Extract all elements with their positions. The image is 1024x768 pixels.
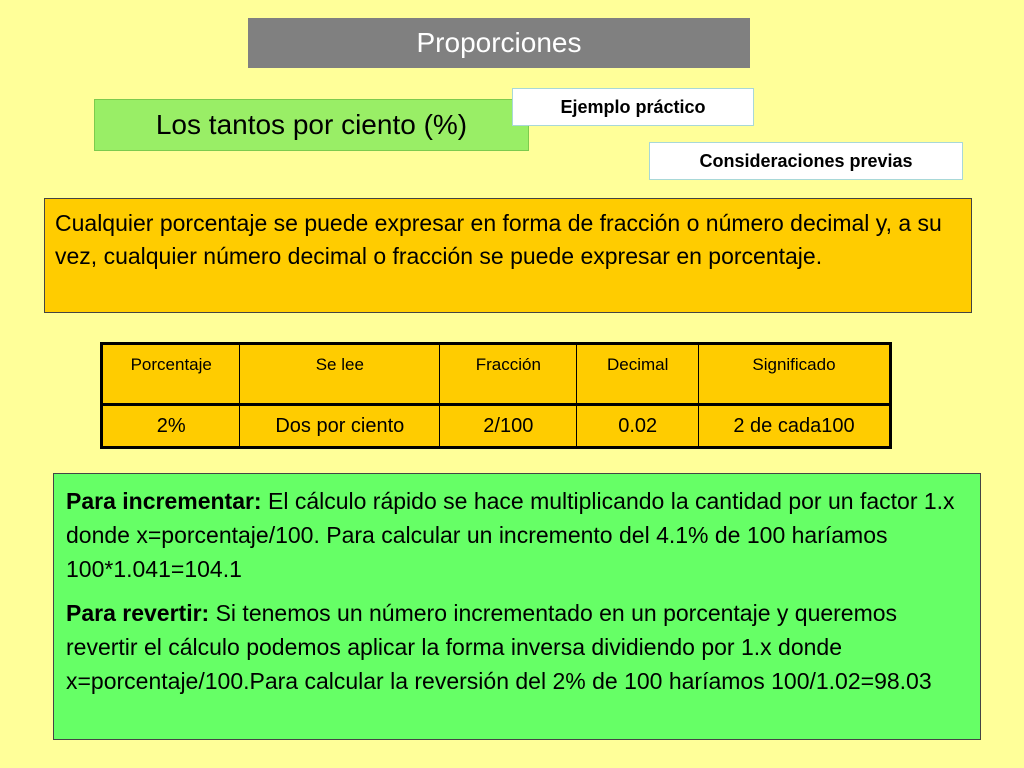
table-cell: 2/100 [440, 405, 577, 448]
table-cell: Dos por ciento [240, 405, 440, 448]
revert-paragraph [66, 596, 968, 698]
table-header-cell: Se lee [240, 344, 440, 405]
revert-text: Si tenemos un número incrementado en un porcentaje y queremos revertir el cálculo podemos aplicar la forma inversa dividiendo por 1.x donde x=porcentaje/100.Para calcular la reversión del 2% de 100 haríamos 100/1.02=98.03 [66, 600, 932, 694]
table-header-cell: Fracción [440, 344, 577, 405]
table-cell: 2 de cada100 [698, 405, 890, 448]
table-header-cell: Decimal [577, 344, 698, 405]
increment-label: Para incrementar: [66, 488, 262, 514]
table-row [102, 405, 891, 448]
slide-title: Proporciones [248, 18, 750, 68]
table-header-row [102, 344, 891, 405]
table-cell: 2% [102, 405, 240, 448]
info-box [44, 198, 972, 313]
revert-label: Para revertir: [66, 600, 210, 626]
slide-subtitle: Los tantos por ciento (%) [94, 99, 529, 151]
info-text: Cualquier porcentaje se puede expresar en forma de fracción o número decimal y, a su vez, cualquier número decimal o fracción se puede expresar en porcentaje. [55, 210, 942, 269]
ejemplo-practico-button[interactable]: Ejemplo práctico [512, 88, 754, 126]
percentage-table [100, 342, 892, 449]
notes-box [53, 473, 981, 740]
increment-paragraph [66, 484, 968, 586]
table-header-cell: Porcentaje [102, 344, 240, 405]
table-header-cell: Significado [698, 344, 890, 405]
increment-text: El cálculo rápido se hace multiplicando la cantidad por un factor 1.x donde x=porcentaje/100. Para calcular un incremento del 4.1% de 100 haríamos 100*1.041=104.1 [66, 488, 955, 582]
table-cell: 0.02 [577, 405, 698, 448]
consideraciones-previas-button[interactable]: Consideraciones previas [649, 142, 963, 180]
